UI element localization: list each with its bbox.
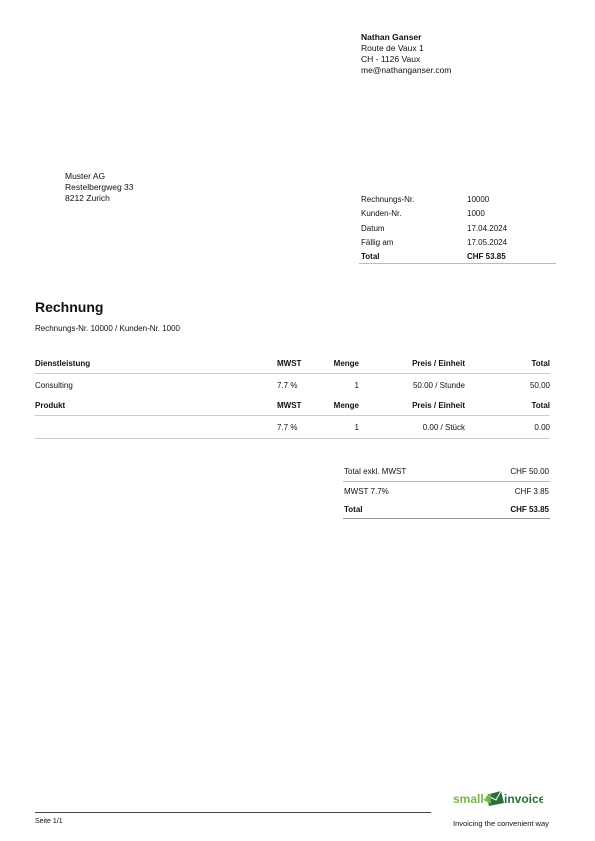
smallinvoice-logo xyxy=(453,786,543,808)
table-cell: 1 xyxy=(354,380,359,390)
meta-label: Kunden-Nr. xyxy=(361,209,402,219)
column-header: Dienstleistung xyxy=(35,359,91,368)
column-header: Produkt xyxy=(35,401,66,410)
meta-value: CHF 53.85 xyxy=(467,252,506,261)
recipient-company: Muster AG xyxy=(65,171,106,181)
grand-total-value: CHF 53.85 xyxy=(510,505,549,514)
column-header: Menge xyxy=(333,359,359,368)
meta-row-due xyxy=(359,236,556,251)
table-row xyxy=(35,374,550,396)
table-cell: 50.00 xyxy=(529,380,550,390)
totals-summary xyxy=(343,461,550,519)
meta-row-total xyxy=(359,250,556,264)
total-excl-vat-row xyxy=(343,461,550,482)
logo-small-text: small xyxy=(453,792,484,806)
total-excl-vat-label: Total exkl. MWST xyxy=(344,466,407,476)
envelope-icon xyxy=(483,791,504,806)
page-number: Seite 1/1 xyxy=(35,818,63,825)
recipient-street: Restelbergweg 33 xyxy=(65,182,134,192)
vat-row xyxy=(343,482,550,501)
meta-row-invoice-no xyxy=(359,192,556,207)
logo-invoice-text: invoice xyxy=(504,792,543,806)
column-header: Total xyxy=(531,359,550,368)
meta-value: 1000 xyxy=(467,209,485,219)
table-cell: Consulting xyxy=(35,380,73,390)
recipient-city: 8212 Zurich xyxy=(65,193,110,203)
meta-row-date xyxy=(359,221,556,236)
sender-email: me@nathanganser.com xyxy=(361,65,452,75)
document-title: Rechnung xyxy=(35,299,104,315)
meta-label: Datum xyxy=(361,223,385,233)
column-header: Menge xyxy=(333,401,359,410)
meta-label: Total xyxy=(361,252,380,261)
table-cell: 7.7 % xyxy=(277,422,298,432)
document-subtitle: Rechnungs-Nr. 10000 / Kunden-Nr. 1000 xyxy=(35,324,180,333)
column-header: Preis / Einheit xyxy=(412,401,465,410)
table-cell: 0.00 / Stück xyxy=(422,422,465,432)
recipient-address xyxy=(65,171,134,204)
grand-total-row xyxy=(343,501,550,519)
sender-street: Route de Vaux 1 xyxy=(361,43,424,53)
table-cell: 1 xyxy=(354,422,359,432)
table-cell: 0.00 xyxy=(534,422,550,432)
logo-tagline: Invoicing the convenient way xyxy=(453,819,549,828)
sender-name: Nathan Ganser xyxy=(361,32,422,42)
total-excl-vat-value: CHF 50.00 xyxy=(510,466,549,476)
invoice-meta xyxy=(359,192,556,264)
meta-label: Rechnungs-Nr. xyxy=(361,194,415,204)
sender-city: CH - 1126 Vaux xyxy=(361,54,421,64)
grand-total-label: Total xyxy=(344,505,363,514)
vat-label: MWST 7.7% xyxy=(344,487,389,496)
meta-value: 17.05.2024 xyxy=(467,238,508,248)
column-header: Preis / Einheit xyxy=(412,359,465,368)
table-cell: 7.7 % xyxy=(277,380,298,390)
footer-divider xyxy=(35,812,431,813)
products-header-row xyxy=(35,396,550,416)
meta-value: 17.04.2024 xyxy=(467,223,508,233)
services-header-row xyxy=(35,354,550,374)
meta-value: 10000 xyxy=(467,194,490,204)
column-header: MWST xyxy=(277,359,302,368)
line-items-table xyxy=(35,354,550,439)
vat-value: CHF 3.85 xyxy=(514,487,549,496)
meta-row-customer-no xyxy=(359,207,556,222)
table-row xyxy=(35,416,550,439)
sender-address xyxy=(361,32,451,76)
column-header: MWST xyxy=(277,401,302,410)
table-cell: 50.00 / Stunde xyxy=(412,380,465,390)
logo-graphic xyxy=(453,786,543,808)
column-header: Total xyxy=(531,401,550,410)
meta-label: Fällig am xyxy=(361,238,394,248)
